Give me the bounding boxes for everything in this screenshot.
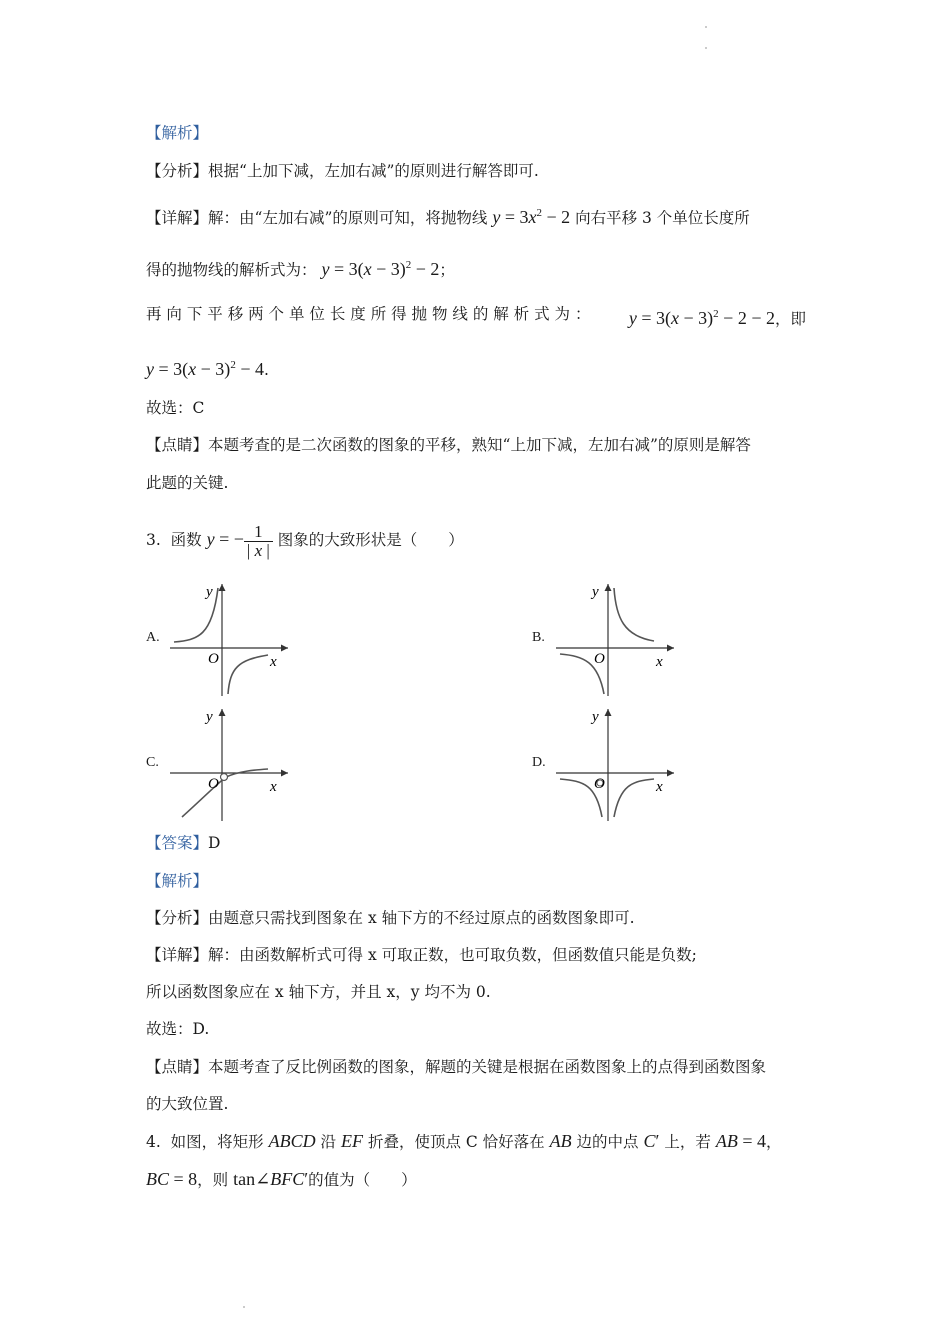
q4-text-g: 的值为（ ） [308, 1171, 417, 1189]
formula-result: $y = 3(x - 3)^2 - 4$ [146, 359, 264, 379]
option-d-graph[interactable] [554, 703, 684, 823]
q4-text-b: 沿 [320, 1133, 337, 1151]
x-axis-label: x [656, 654, 663, 670]
analysis-header: 【解析】 [146, 124, 209, 142]
detail-text: 解：由“左加右减”的原则可知，将抛物线 [208, 209, 488, 227]
q4-text-a: 如图，将矩形 [170, 1133, 264, 1151]
comment-text: 本题考查的是二次函数的图象的平移，熟知“上加下减，左加右减”的原则是解答 [208, 436, 751, 454]
formula-shifted: $y = 3(x - 3)^2 - 2$ [321, 259, 440, 279]
formula-shifted-down: $y = 3(x - 3)^2 - 2 - 2$ [628, 308, 775, 328]
analysis-tag: 【分析】 [146, 909, 209, 927]
analysis-tag: 【分析】 [146, 162, 209, 180]
line3-text: 再 向 下 平 移 两 个 单 位 长 度 所 得 抛 物 线 的 解 析 式 为 ： [146, 305, 591, 323]
option-c-label[interactable]: C. [146, 755, 159, 770]
fold-line: EF [341, 1131, 363, 1151]
detail-tag: 【详解】 [146, 946, 209, 964]
detail-line-4: $y = 3(x - 3)^2 - 4$. [146, 359, 269, 379]
comment-line-s2 [146, 1056, 766, 1078]
x-axis-label: x [270, 779, 277, 795]
answer-value: D [208, 834, 221, 852]
detail-line-3 [146, 303, 806, 330]
detail-line [146, 202, 750, 229]
question-suffix: 图象的大致形状是（ ） [277, 531, 464, 549]
option-c-graph[interactable] [168, 703, 298, 823]
bc-equals: BC = 8 [146, 1169, 198, 1189]
detail-tag: 【详解】 [146, 209, 209, 227]
q4-text-f: ，则 [197, 1171, 229, 1189]
comment-text: 本题考查了反比例函数的图象，解题的关键是根据在函数图象上的点得到函数图象 [208, 1058, 767, 1076]
detail-line-2: 得的抛物线的解析式为： $y = 3(x - 3)^2 - 2$； [146, 259, 455, 279]
option-d-label[interactable]: D. [532, 755, 546, 770]
comment-tag: 【点睛】 [146, 436, 209, 454]
scan-dot [243, 1306, 245, 1308]
origin-label: O [208, 776, 219, 792]
x-axis-label: x [656, 779, 663, 795]
analysis-line-2 [146, 907, 635, 929]
detail-text: 解：由函数解析式可得 x 可取正数，也可取负数，但函数值只能是负数; [208, 946, 697, 964]
curve-right [614, 779, 654, 817]
question-4: 4. 如图，将矩形 ABCD 沿 EF 折叠，使顶点 C 恰好落在 AB 边的中点 C′ 上，若 AB = 4， [146, 1131, 782, 1151]
analysis-line [146, 160, 539, 182]
answer-choice-2: 故选：D. [146, 1020, 210, 1038]
line3-tail: ，即 [774, 310, 806, 328]
origin-label: O [594, 776, 605, 792]
curve-right [614, 588, 654, 641]
q4-text-d: 边的中点 [576, 1133, 639, 1151]
fraction: $\frac{1}{| x |}$ [244, 523, 273, 560]
origin-label: O [594, 651, 605, 667]
detail-line-s2 [146, 944, 697, 966]
question-4-line-2 [146, 1168, 417, 1191]
option-b-label[interactable]: B. [532, 630, 545, 645]
function-formula: y = − [206, 529, 244, 549]
comment-line-s2-2: 的大致位置. [146, 1095, 229, 1113]
detail-text-b: 向右平移 3 个单位长度所 [575, 209, 750, 227]
origin-label: O [208, 651, 219, 667]
line2-text: 得的抛物线的解析式为： [146, 261, 317, 279]
side-ab: AB [549, 1131, 572, 1151]
y-axis-label: y [592, 584, 599, 600]
answer-line [146, 832, 220, 854]
question-number: 4. [146, 1133, 161, 1151]
y-axis-label: y [206, 584, 213, 600]
hollow-point [221, 774, 228, 781]
question-number: 3. [146, 531, 161, 549]
analysis-header-2: 【解析】 [146, 872, 209, 890]
option-b-graph[interactable] [554, 578, 684, 698]
curve-right [228, 655, 268, 694]
detail-line-s2-2: 所以函数图象应在 x 轴下方，并且 x，y 均不为 0. [146, 983, 491, 1001]
x-axis-label: x [270, 654, 277, 670]
option-a-graph[interactable] [168, 578, 298, 698]
y-axis-label: y [592, 709, 599, 725]
answer-tag: 【答案】 [146, 834, 209, 852]
answer-choice: 故选：C [146, 399, 205, 417]
question-prefix: 函数 [170, 531, 202, 549]
question-3 [146, 522, 464, 560]
scan-dot [705, 47, 707, 49]
analysis-text: 根据“上加下减，左加右减”的原则进行解答即可. [208, 162, 539, 180]
tan-expression: tan∠BFC′ [233, 1169, 309, 1189]
analysis-text: 由题意只需找到图象在 x 轴下方的不经过原点的函数图象即可. [208, 909, 635, 927]
formula-parabola: $y = 3x^2 - 2$ [492, 207, 571, 227]
rect-name: ABCD [268, 1131, 316, 1151]
ab-equals: AB = 4 [715, 1131, 766, 1151]
comment-line [146, 434, 751, 456]
q4-text-e: 上，若 [664, 1133, 711, 1151]
point-c-prime: C′ [643, 1131, 660, 1151]
q4-text-c: 折叠，使顶点 C 恰好落在 [367, 1133, 545, 1151]
scan-dot [705, 26, 707, 28]
comment-line-2: 此题的关键. [146, 474, 229, 492]
option-a-label[interactable]: A. [146, 630, 160, 645]
y-axis-label: y [206, 709, 213, 725]
comment-tag: 【点睛】 [146, 1058, 209, 1076]
